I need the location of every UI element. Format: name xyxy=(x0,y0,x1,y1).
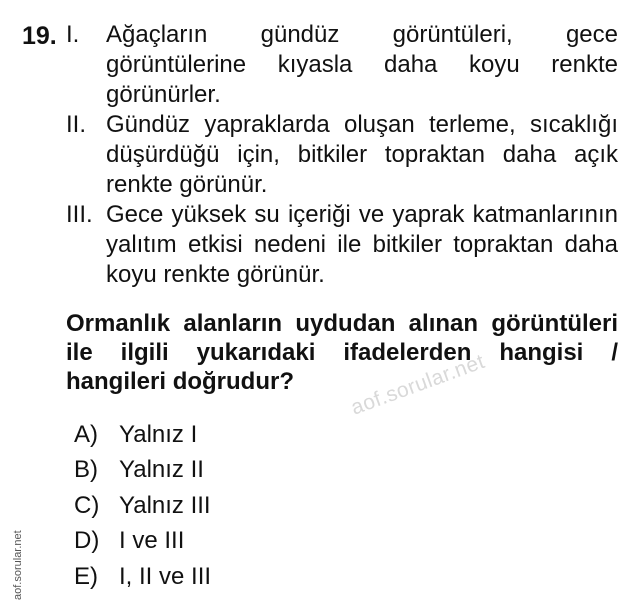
statement-1-roman: I. xyxy=(66,21,80,48)
statement-3 xyxy=(66,200,618,290)
option-d-text: I ve III xyxy=(119,527,185,555)
option-c[interactable] xyxy=(74,488,211,524)
watermark-side: aof.sorular.net xyxy=(12,530,24,600)
option-e[interactable] xyxy=(74,559,211,595)
answer-options xyxy=(74,417,211,595)
statement-1 xyxy=(66,20,618,110)
option-a-letter: A) xyxy=(74,420,98,448)
option-a[interactable] xyxy=(74,417,211,453)
option-d-letter: D) xyxy=(74,527,100,555)
question-number: 19. xyxy=(22,22,57,50)
watermark-center: aof.sorular.net xyxy=(348,349,488,420)
statement-3-roman: III. xyxy=(66,201,93,228)
statement-list xyxy=(66,20,618,290)
option-e-text: I, II ve III xyxy=(119,562,212,590)
statement-3-text: Gece yüksek su içeriği ve yaprak katmanlarının yalıtım etkisi nedeni ile bitkiler topraktan daha koyu renkte görünür. xyxy=(106,201,618,288)
option-c-text: Yalnız III xyxy=(119,491,211,519)
option-a-text: Yalnız I xyxy=(119,420,198,448)
statement-1-text: Ağaçların gündüz görüntüleri, gece görüntülerine kıyasla daha koyu renkte görünürler. xyxy=(106,21,618,108)
option-d[interactable] xyxy=(74,524,211,560)
statement-2-text: Gündüz yapraklarda oluşan terleme, sıcaklığı düşürdüğü için, bitkiler topraktan daha açık renkte görünür. xyxy=(106,111,618,198)
statement-2-roman: II. xyxy=(66,111,87,138)
statement-2 xyxy=(66,110,618,200)
option-c-letter: C) xyxy=(74,491,100,519)
option-b-letter: B) xyxy=(74,456,98,484)
question-prompt: Ormanlık alanların uydudan alınan görüntüleri ile ilgili yukarıdaki ifadelerden hangisi / hangileri doğrudur? xyxy=(66,310,618,395)
option-e-letter: E) xyxy=(74,562,98,590)
option-b[interactable] xyxy=(74,453,211,489)
option-b-text: Yalnız II xyxy=(119,456,204,484)
